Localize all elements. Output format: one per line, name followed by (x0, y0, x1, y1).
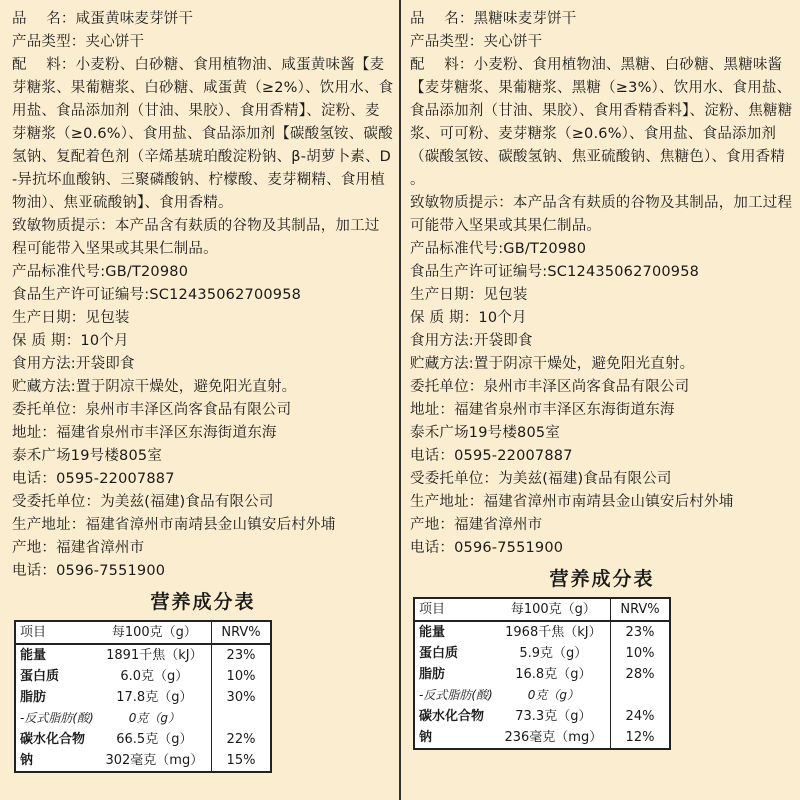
right-label-panel (400, 0, 800, 800)
storage-line: 贮藏方法:置于阴凉干燥处，避免阳光直射。 (12, 379, 297, 395)
client-company-line: 委托单位：泉州市丰泽区尚客食品有限公司 (410, 379, 690, 395)
license-line: 食品生产许可证编号:SC12435062700958 (12, 287, 302, 303)
table-row (414, 706, 670, 727)
nutrition-title: 营养成分表 (150, 591, 256, 613)
table-row (414, 643, 670, 664)
row-nrv: 15% (212, 750, 272, 772)
row-nrv: 28% (611, 664, 671, 685)
header-nrv: NRV% (611, 598, 671, 621)
standard-code-line: 产品标准代号:GB/T20980 (410, 241, 587, 257)
address-line: 地址：福建省泉州市丰泽区东海街道东海 (12, 425, 277, 441)
header-item: 项目 (414, 598, 497, 621)
row-item: -反式脂肪(酸) (419, 688, 493, 702)
table-row (15, 687, 271, 708)
row-item: 脂肪 (20, 690, 47, 705)
nutrition-header-row (15, 621, 271, 644)
client-company-line: 委托单位：泉州市丰泽区尚客食品有限公司 (12, 402, 292, 418)
row-amount: 236毫克（mg） (504, 730, 603, 745)
row-item: 脂肪 (419, 667, 446, 682)
row-item: 蛋白质 (419, 646, 459, 661)
nutrition-table (413, 597, 671, 750)
table-row (414, 727, 670, 749)
usage-line: 食用方法:开袋即食 (12, 356, 135, 372)
info-lines-right (410, 8, 794, 560)
table-row (15, 708, 271, 729)
row-item: 钠 (419, 730, 433, 745)
address-line: 地址：福建省泉州市丰泽区东海街道东海 (410, 402, 675, 418)
row-item: 能量 (20, 648, 47, 663)
allergen-line: 致敏物质提示：本产品含有麸质的谷物及其制品，加工过程可能带入坚果或其果仁制品。 (12, 218, 380, 257)
header-item: 项目 (15, 621, 98, 644)
product-name-line: 品 名：黑糖味麦芽饼干 (410, 11, 577, 27)
shelf-life-line: 保 质 期：10个月 (12, 333, 129, 349)
product-name-line: 品 名：咸蛋黄味麦芽饼干 (12, 11, 194, 27)
nutrition-table (14, 620, 272, 773)
table-row (414, 664, 670, 685)
row-amount: 6.0克（g） (120, 669, 189, 684)
row-nrv: 10% (212, 666, 272, 687)
production-date-line: 生产日期：见包装 (12, 310, 130, 326)
row-amount: 1891千焦（kJ） (106, 648, 203, 663)
phone-line-2: 电话：0596-7551900 (410, 540, 564, 556)
table-row (15, 644, 271, 666)
row-item: 碳水化合物 (20, 732, 86, 747)
standard-code-line: 产品标准代号:GB/T20980 (12, 264, 189, 280)
manufacturer-line: 受委托单位：为美兹(福建)食品有限公司 (12, 494, 274, 510)
row-nrv: 10% (611, 643, 671, 664)
row-nrv: 24% (611, 706, 671, 727)
address-line-2: 泰禾广场19号楼805室 (410, 425, 561, 441)
manufacturer-line: 受委托单位：为美兹(福建)食品有限公司 (410, 471, 672, 487)
table-row (15, 750, 271, 772)
production-date-line: 生产日期：见包装 (410, 287, 528, 303)
row-amount: 0克（g） (128, 711, 180, 725)
ingredients-line: 配 料：小麦粉、食用植物油、黑糖、白砂糖、黑糖味酱【麦芽糖浆、果葡糖浆、黑糖（≥3%）、饮用水、食用盐、食品添加剂（甘油、果胶）、食用香精香料】、淀粉、焦糖糖浆、可可粉、麦芽糖浆（≥0.6%）、食用盐、食品添加剂（碳酸氢铵、碳酸氢钠、焦亚硫酸钠、焦糖色）、食用香精 。 (410, 57, 793, 188)
origin-line: 产地：福建省漳州市 (12, 540, 145, 556)
usage-line: 食用方法:开袋即食 (410, 333, 533, 349)
row-nrv: 23% (212, 644, 272, 666)
origin-line: 产地：福建省漳州市 (410, 517, 543, 533)
row-amount: 17.8克（g） (116, 690, 193, 705)
table-row (15, 666, 271, 687)
product-type-line: 产品类型：夹心饼干 (12, 34, 145, 50)
row-amount: 16.8克（g） (515, 667, 592, 682)
header-amount: 每100克（g） (98, 621, 212, 644)
row-amount: 66.5克（g） (116, 732, 193, 747)
nutrition-title: 营养成分表 (549, 568, 655, 590)
phone-line: 电话：0595-22007887 (410, 448, 573, 464)
row-amount: 302毫克（mg） (105, 753, 204, 768)
row-item: -反式脂肪(酸) (20, 711, 94, 725)
allergen-line: 致敏物质提示：本产品含有麸质的谷物及其制品，加工过程可能带入坚果或其果仁制品。 (410, 195, 793, 234)
row-nrv (212, 708, 272, 729)
storage-line: 贮藏方法:置于阴凉干燥处，避免阳光直射。 (410, 356, 695, 372)
info-lines-left (12, 8, 394, 583)
row-item: 能量 (419, 625, 446, 640)
address-line-2: 泰禾广场19号楼805室 (12, 448, 163, 464)
phone-line-2: 电话：0596-7551900 (12, 563, 166, 579)
row-item: 钠 (20, 753, 34, 768)
table-row (414, 685, 670, 706)
shelf-life-line: 保 质 期：10个月 (410, 310, 527, 326)
row-amount: 73.3克（g） (515, 709, 592, 724)
production-address-line: 生产地址：福建省漳州市南靖县金山镇安后村外埔 (12, 517, 336, 533)
row-nrv: 12% (611, 727, 671, 749)
production-address-line: 生产地址：福建省漳州市南靖县金山镇安后村外埔 (410, 494, 734, 510)
row-nrv: 23% (611, 621, 671, 643)
table-row (15, 729, 271, 750)
header-amount: 每100克（g） (497, 598, 611, 621)
header-nrv: NRV% (212, 621, 272, 644)
row-nrv: 30% (212, 687, 272, 708)
row-nrv: 22% (212, 729, 272, 750)
row-amount: 5.9克（g） (519, 646, 588, 661)
row-amount: 0克（g） (527, 688, 579, 702)
row-nrv (611, 685, 671, 706)
ingredients-line: 配 料：小麦粉、白砂糖、食用植物油、咸蛋黄味酱【麦芽糖浆、果葡糖浆、白砂糖、咸蛋黄（≥2%）、饮用水、食用盐、食品添加剂（甘油、果胶）、食用香精】、淀粉、麦芽糖浆（≥0.6%）、食用盐、食品添加剂【碳酸氢铵、碳酸氢钠、复配着色剂（辛烯基琥珀酸淀粉钠、β-胡萝卜素、D-异抗坏血酸钠、三聚磷酸钠、柠檬酸、麦芽糊精、食用植物油）、焦亚硫酸钠】、食用香精。 (12, 57, 394, 211)
row-item: 蛋白质 (20, 669, 60, 684)
nutrition-header-row (414, 598, 670, 621)
license-line: 食品生产许可证编号:SC12435062700958 (410, 264, 700, 280)
row-amount: 1968千焦（kJ） (505, 625, 602, 640)
product-type-line: 产品类型：夹心饼干 (410, 34, 543, 50)
row-item: 碳水化合物 (419, 709, 485, 724)
phone-line: 电话：0595-22007887 (12, 471, 175, 487)
table-row (414, 621, 670, 643)
